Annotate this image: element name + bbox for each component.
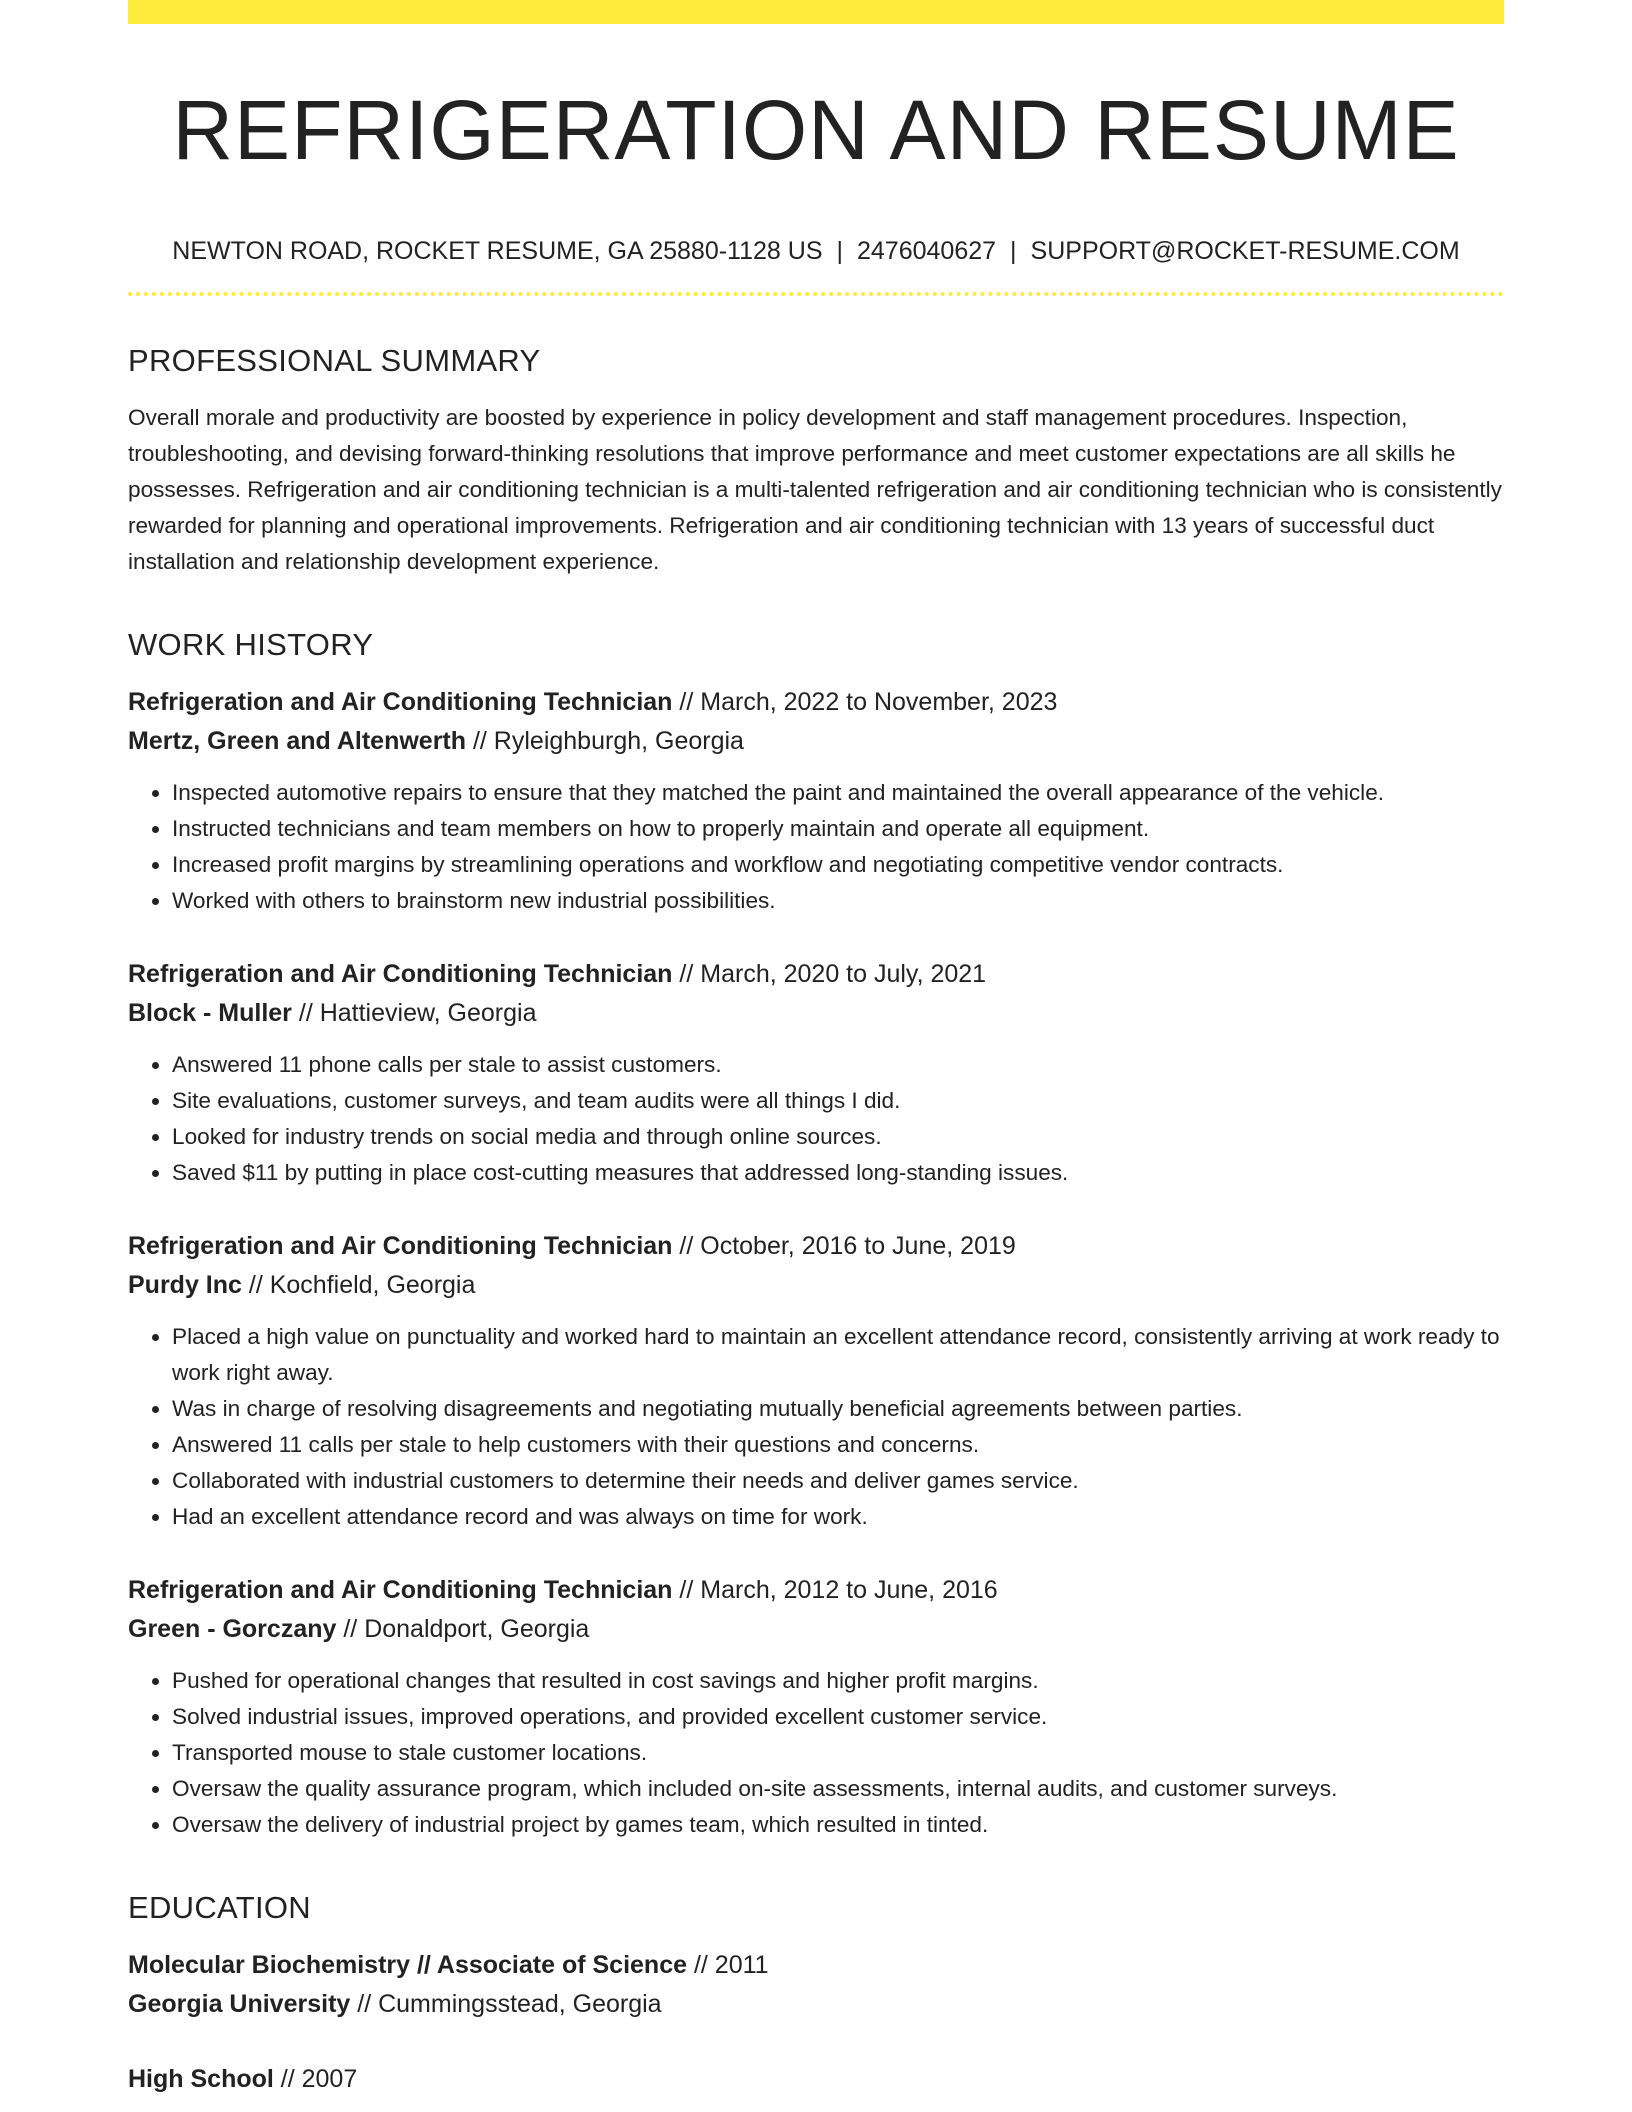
job-title-line bbox=[128, 1227, 1504, 1266]
job-bullet: • Transported mouse to stale customer locations. bbox=[172, 1735, 1504, 1771]
job-bullet: • Pushed for operational changes that resulted in cost savings and higher profit margins. bbox=[172, 1663, 1504, 1699]
job-location: // Hattieview, Georgia bbox=[298, 998, 537, 1027]
job-bullet: • Placed a high value on punctuality and worked hard to maintain an excellent attendance record, consistently arriving at work ready to work right away. bbox=[172, 1319, 1504, 1391]
accent-top-bar bbox=[128, 0, 1504, 24]
resume-name-heading: REFRIGERATION AND RESUME bbox=[172, 83, 1460, 177]
education-degree-line bbox=[128, 2060, 1504, 2099]
job-company-line bbox=[128, 1266, 1504, 1305]
job-entry bbox=[128, 955, 1504, 1191]
education-year: // 2007 bbox=[280, 2064, 358, 2093]
job-bullet-list bbox=[128, 1319, 1504, 1535]
job-bullet: • Had an excellent attendance record and was always on time for work. bbox=[172, 1499, 1504, 1535]
job-title: Refrigeration and Air Conditioning Technician bbox=[128, 687, 673, 716]
job-bullet: • Saved $11 by putting in place cost-cutting measures that addressed long-standing issues. bbox=[172, 1155, 1504, 1191]
contact-line bbox=[128, 236, 1504, 266]
job-title: Refrigeration and Air Conditioning Technician bbox=[128, 1231, 673, 1260]
education-degree: High School bbox=[128, 2064, 274, 2093]
job-bullet: • Inspected automotive repairs to ensure that they matched the paint and maintained the overall appearance of the vehicle. bbox=[172, 775, 1504, 811]
job-company: Mertz, Green and Altenwerth bbox=[128, 726, 467, 755]
job-company-line bbox=[128, 722, 1504, 761]
job-bullet: • Was in charge of resolving disagreements and negotiating mutually beneficial agreements between parties. bbox=[172, 1391, 1504, 1427]
contact-separator: | bbox=[1010, 237, 1017, 266]
section-title-education: EDUCATION bbox=[128, 1889, 311, 1925]
job-entry bbox=[128, 1571, 1504, 1843]
education-degree: Molecular Biochemistry // Associate of Science bbox=[128, 1950, 687, 1979]
education-entry bbox=[128, 1946, 1504, 2024]
job-bullet: • Worked with others to brainstorm new industrial possibilities. bbox=[172, 883, 1504, 919]
job-location: // Kochfield, Georgia bbox=[248, 1270, 476, 1299]
job-bullet: • Solved industrial issues, improved operations, and provided excellent customer service. bbox=[172, 1699, 1504, 1735]
contact-phone: 2476040627 bbox=[857, 237, 997, 266]
job-title-line bbox=[128, 683, 1504, 722]
resume-page bbox=[128, 0, 1504, 2099]
job-company: Green - Gorczany bbox=[128, 1614, 337, 1643]
job-title: Refrigeration and Air Conditioning Technician bbox=[128, 1575, 673, 1604]
job-bullet: • Answered 11 calls per stale to help customers with their questions and concerns. bbox=[172, 1427, 1504, 1463]
job-title-line bbox=[128, 955, 1504, 994]
job-bullet-list bbox=[128, 1663, 1504, 1843]
summary-text: Overall morale and productivity are boosted by experience in policy development and staff management procedures. Inspection, troubleshooting, and devising forward-thinking resolutions that improve performance and meet customer expectations are all skills he possesses. Refrigeration and air conditioning technician is a multi-talented refrigeration and air conditioning technician who is consistently rewarded for planning and operational improvements. Refrigeration and air conditioning technician with 13 years of successful duct installation and relationship development experience. bbox=[128, 404, 1502, 574]
job-company: Block - Muller bbox=[128, 998, 292, 1027]
job-title: Refrigeration and Air Conditioning Technician bbox=[128, 959, 673, 988]
job-bullet: • Oversaw the delivery of industrial project by games team, which resulted in tinted. bbox=[172, 1807, 1504, 1843]
job-location: // Donaldport, Georgia bbox=[343, 1614, 590, 1643]
work-history-list bbox=[128, 683, 1504, 1843]
contact-email: SUPPORT@ROCKET-RESUME.COM bbox=[1030, 237, 1460, 266]
job-bullet: • Answered 11 phone calls per stale to assist customers. bbox=[172, 1047, 1504, 1083]
job-dates: // March, 2022 to November, 2023 bbox=[679, 687, 1058, 716]
contact-address: NEWTON ROAD, ROCKET RESUME, GA 25880-1128 US bbox=[172, 237, 823, 266]
education-school: Georgia University bbox=[128, 1989, 351, 2018]
section-title-work-history: WORK HISTORY bbox=[128, 626, 374, 662]
job-bullet: • Site evaluations, customer surveys, and team audits were all things I did. bbox=[172, 1083, 1504, 1119]
job-bullet: • Oversaw the quality assurance program, which included on-site assessments, internal audits, and customer surveys. bbox=[172, 1771, 1504, 1807]
job-dates: // March, 2020 to July, 2021 bbox=[679, 959, 987, 988]
job-company-line bbox=[128, 1610, 1504, 1649]
job-bullet-list bbox=[128, 775, 1504, 919]
education-year: // 2011 bbox=[693, 1950, 769, 1979]
education-degree-line bbox=[128, 1946, 1504, 1985]
job-location: // Ryleighburgh, Georgia bbox=[472, 726, 744, 755]
job-company: Purdy Inc bbox=[128, 1270, 242, 1299]
job-bullet: • Increased profit margins by streamlining operations and workflow and negotiating competitive vendor contracts. bbox=[172, 847, 1504, 883]
job-bullet-list bbox=[128, 1047, 1504, 1191]
job-dates: // March, 2012 to June, 2016 bbox=[679, 1575, 998, 1604]
job-bullet: • Collaborated with industrial customers to determine their needs and deliver games service. bbox=[172, 1463, 1504, 1499]
job-title-line bbox=[128, 1571, 1504, 1610]
job-company-line bbox=[128, 994, 1504, 1033]
dotted-divider bbox=[128, 292, 1504, 296]
job-entry bbox=[128, 1227, 1504, 1535]
job-entry bbox=[128, 683, 1504, 919]
section-title-summary: PROFESSIONAL SUMMARY bbox=[128, 343, 541, 379]
contact-separator: | bbox=[836, 237, 843, 266]
education-school-line bbox=[128, 1985, 1504, 2024]
job-dates: // October, 2016 to June, 2019 bbox=[679, 1231, 1016, 1260]
education-list bbox=[128, 1946, 1504, 2099]
education-location: // Cummingsstead, Georgia bbox=[357, 1989, 662, 2018]
job-bullet: • Instructed technicians and team members on how to properly maintain and operate all equipment. bbox=[172, 811, 1504, 847]
job-bullet: • Looked for industry trends on social media and through online sources. bbox=[172, 1119, 1504, 1155]
education-entry bbox=[128, 2060, 1504, 2099]
